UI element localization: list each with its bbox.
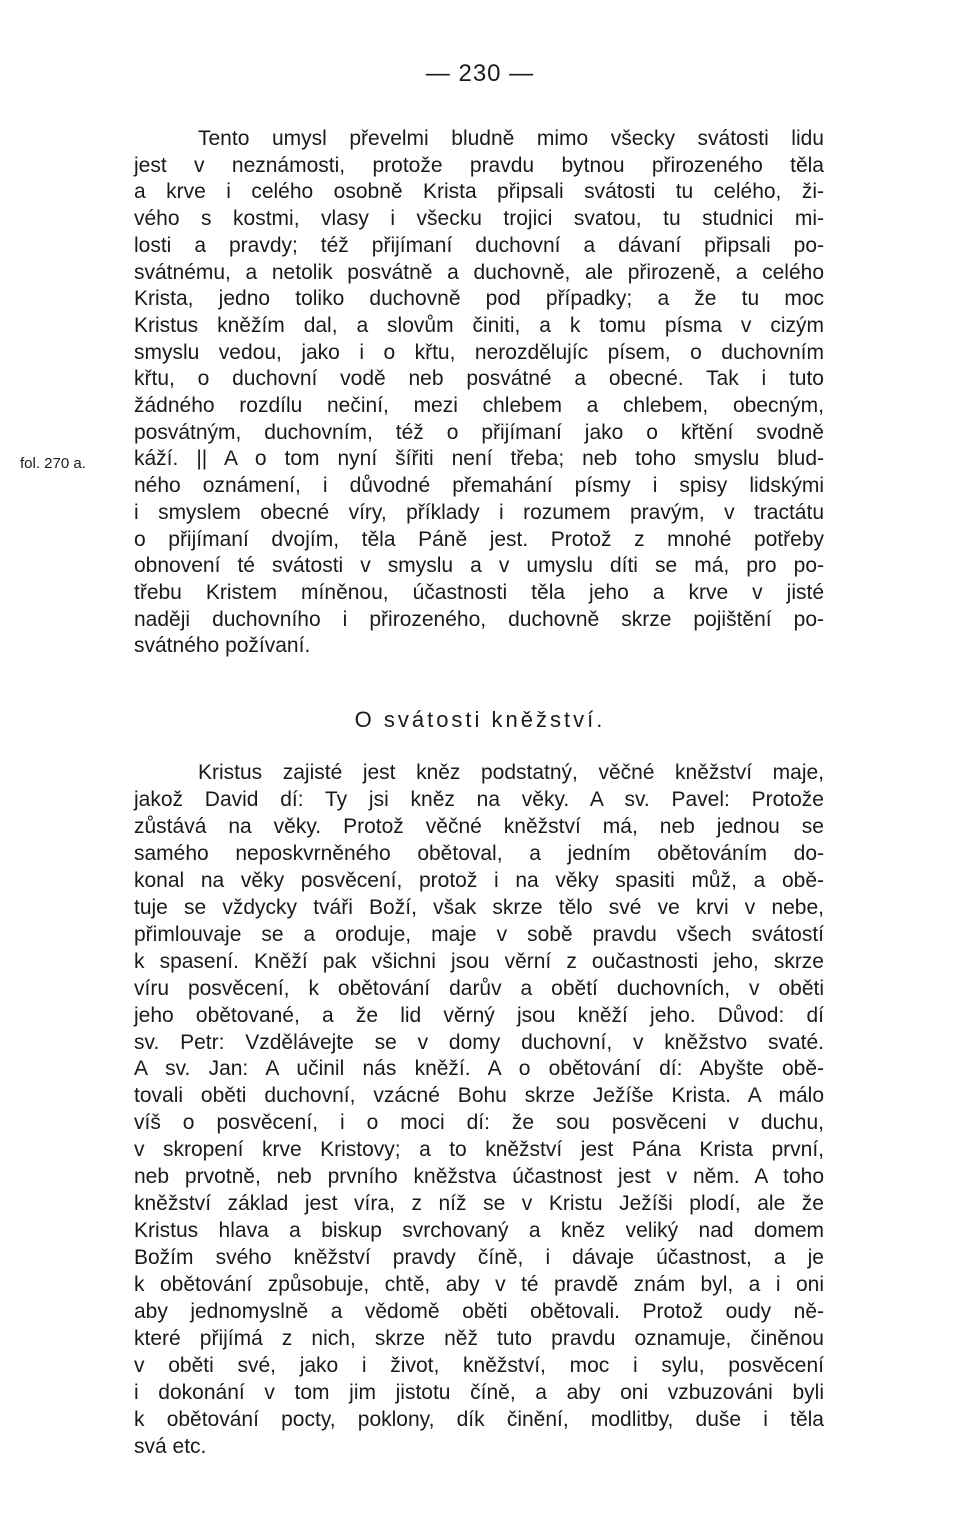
text-line: smyslu vedou, jako i o křtu, nerozdělujíc písem, o duchovním xyxy=(134,340,824,364)
text-line: které přijímá z nich, skrze něž tuto pravdu oznamuje, činěnou xyxy=(134,1327,824,1351)
text-line: jeho obětované, a že lid věrný jsou kněží jeho. Důvod: dí xyxy=(134,1003,824,1027)
text-line: k obětování způsobuje, chtě, aby v té pravdě znám byl, a i oni xyxy=(134,1273,824,1297)
paragraph-2 xyxy=(134,760,824,1461)
text-line: neb prvotně, neb prvního kněžstva účastnost jest v něm. A toho xyxy=(134,1165,824,1189)
text-line: Tento umysl převelmi bludně mimo všecky svátosti lidu xyxy=(198,127,824,150)
text-line: víru posvěcení, k obětování darův a obětí duchovních, v oběti xyxy=(134,976,824,1000)
text-line: sv. Petr: Vzdělávejte se v domy duchovní, v kněžstvo svaté. xyxy=(134,1030,824,1054)
text-line: Krista, jedno toliko duchovně pod případky; a že tu moc xyxy=(134,287,824,311)
text-line: víš o posvěcení, i o moci dí: že sou posvěceni v duchu, xyxy=(134,1111,824,1135)
text-line: třebu Kristem míněnou, účastnosti těla jeho a krve v jisté xyxy=(134,580,824,604)
text-line: A sv. Jan: A učinil nás kněží. A o obětování dí: Abyšte obě- xyxy=(134,1057,824,1081)
text-line: i dokonání v tom jim jistotu číně, a aby oni vzbuzováni byli xyxy=(134,1380,824,1404)
text-line: přimlouvaje se a oroduje, maje v sobě pravdu všech svátostí xyxy=(134,922,824,946)
text-line: svá etc. xyxy=(134,1434,207,1458)
text-line: Kristus kněžím dal, a slovům činiti, a k tomu písma v cizým xyxy=(134,313,824,337)
text-line: k spasení. Kněží pak všichni jsou věrní z oučastnosti jeho, skrze xyxy=(134,949,824,973)
text-line: v skropení krve Kristovy; a to kněžství jest Pána Krista první, xyxy=(134,1138,824,1162)
text-line: svátného požívaní. xyxy=(134,634,311,658)
text-line: v oběti své, jako i život, kněžství, moc i sylu, posvěcení xyxy=(134,1353,824,1377)
text-line: zůstává na věky. Protož věčné kněžství má, neb jednou se xyxy=(134,814,824,838)
text-line: tuje se vždycky tváři Boží, však skrze tělo své ve krvi v nebe, xyxy=(134,895,824,919)
text-line: svátnému, a netolik posvátně a duchovně, ale přirozeně, a celého xyxy=(134,260,824,284)
text-line: o přijímaní dvojím, těla Páně jest. Protož z mnohé potřeby xyxy=(134,527,824,551)
margin-note-folio: fol. 270 a. xyxy=(20,455,86,472)
text-line: křtu, o duchovní vodě neb posvátné a obecné. Tak i tuto xyxy=(134,367,824,391)
text-line: obnovení té svátosti v smyslu a v umyslu díti se má, pro po- xyxy=(134,554,824,578)
text-line: žádného rozdílu nečiní, mezi chlebem a chlebem, obecným, xyxy=(134,394,824,418)
text-line: jakož David dí: Ty jsi kněz na věky. A sv. Pavel: Protože xyxy=(134,787,824,811)
text-line: kněžství základ jest víra, z níž se v Kristu Ježíši plodí, ale že xyxy=(134,1192,824,1216)
paragraph-1 xyxy=(134,126,824,660)
text-line: posvátným, duchovním, též o přijímaní jako o křtění svodně xyxy=(134,420,824,444)
text-line: Božím svého kněžství pravdy číně, i dávaje účastnost, a je xyxy=(134,1246,824,1270)
text-line: k obětování pocty, poklony, dík činění, modlitby, duše i těla xyxy=(134,1407,824,1431)
text-line: losti a pravdy; též přijímaní duchovní a dávaní připsali po- xyxy=(134,233,824,257)
text-line: samého neposkvrněného obětoval, a jedním obětováním do- xyxy=(134,841,824,865)
text-line: naději duchovního i přirozeného, duchovně skrze pojištění po- xyxy=(134,607,824,631)
section-heading: O svátosti kněžství. xyxy=(354,707,606,732)
text-line: Kristus hlava a biskup svrchovaný a kněz veliký nad domem xyxy=(134,1219,824,1243)
text-line: i smyslem obecné víry, příklady i rozumem pravým, v tractátu xyxy=(134,500,824,524)
text-line: tovali oběti duchovní, vzácné Bohu skrze Ježíše Krista. A málo xyxy=(134,1084,824,1108)
text-line: konal na věky posvěcení, protož i na věky spasiti můž, a obě- xyxy=(134,868,824,892)
page-number: — 230 — xyxy=(425,60,535,87)
text-line: vého s kostmi, vlasy i všecku trojici svatou, tu studnici mi- xyxy=(134,207,824,231)
text-line: aby jednomyslně a vědomě oběti obětovali. Protož oudy ně- xyxy=(134,1300,824,1324)
text-line: káží. || A o tom nyní šířiti není třeba; neb toho smyslu blud- xyxy=(134,447,824,471)
text-line: ného oznámení, i důvodné přemahání písmy i spisy lidskými xyxy=(134,474,824,498)
text-line: a krve i celého osobně Krista připsali svátosti tu celého, ži- xyxy=(134,180,824,204)
text-line: jest v neznámosti, protože pravdu bytnou přirozeného těla xyxy=(134,153,824,177)
text-line: Kristus zajisté jest kněz podstatný, věčné kněžství maje, xyxy=(198,761,824,784)
